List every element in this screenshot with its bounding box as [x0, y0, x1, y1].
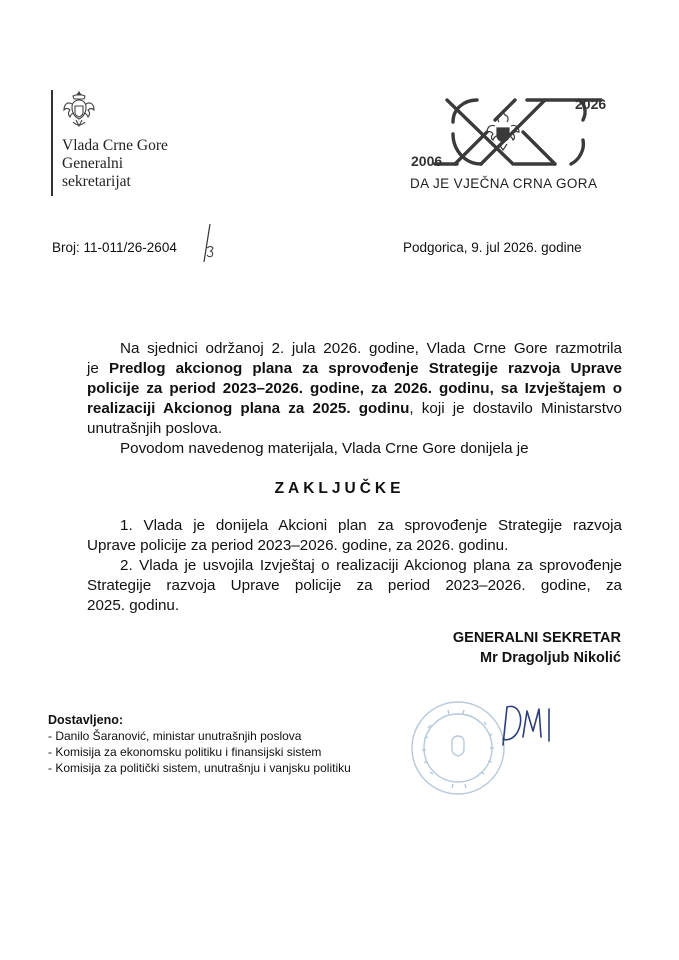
paragraph-line: Povodom navedenog materijala, Vlada Crne Gore donijela je — [120, 440, 529, 457]
reference-number: Broj: 11-011/26-2604 — [52, 240, 177, 255]
conclusion-2-line: Strategije razvoja Uprave policije za period 2023–2026. godine, za — [87, 577, 622, 594]
institution-unit-line1: Generalni — [62, 155, 124, 172]
paragraph-line: unutrašnjih poslova. — [87, 420, 223, 437]
conclusion-1-line: 1. Vlada je donijela Akcioni plan za sprovođenje Strategije razvoja — [120, 517, 622, 534]
place-and-date: Podgorica, 9. jul 2026. godine — [403, 240, 582, 255]
conclusions-list — [87, 516, 622, 616]
logo-year-end: 2026 — [575, 96, 607, 112]
paragraph-line — [87, 399, 622, 419]
paragraph-text: , koji je dostavilo Ministarstvo — [409, 400, 622, 417]
signatory-name: Mr Dragoljub Nikolić — [480, 650, 621, 666]
conclusion-2-line: 2. Vlada je usvojila Izvještaj o realizaciji Akcionog plana za sprovođenje — [120, 557, 622, 574]
conclusion-2-line: 2025. godinu. — [87, 597, 180, 614]
handwritten-signature — [493, 697, 563, 753]
material-title-bold: policije za period 2023–2026. godine, za 2026. godinu, sa Izvještajem o — [87, 380, 622, 397]
distribution-item: - Komisija za politički sistem, unutrašnju i vanjsku politiku — [48, 761, 351, 775]
distribution-title: Dostavljeno: — [48, 713, 124, 727]
conclusion-1-line: Uprave policije za period 2023–2026. godine, za 2026. godinu. — [87, 537, 509, 554]
institution-name: Vlada Crne Gore — [62, 137, 168, 154]
material-title-bold: Predlog akcionog plana za sprovođenje Strategije razvoja Uprave — [108, 360, 622, 377]
decision-paragraph — [87, 339, 622, 459]
paragraph-line — [87, 359, 622, 379]
handwritten-number-suffix — [196, 222, 218, 264]
distribution-item: - Danilo Šaranović, ministar unutrašnjih poslova — [48, 729, 302, 743]
slogan: DA JE VJEČNA CRNA GORA — [410, 176, 598, 191]
institution-unit-line2: sekretarijat — [62, 173, 131, 190]
paragraph-line: Na sjednici održanoj 2. jula 2026. godine, Vlada Crne Gore razmotrila — [120, 340, 622, 357]
coat-of-arms-icon — [62, 90, 96, 130]
logo-year-start: 2006 — [411, 153, 443, 169]
signatory-title: GENERALNI SEKRETAR — [452, 630, 621, 646]
material-title-bold: realizaciji Akcionog plana za 2025. godinu — [87, 400, 410, 417]
distribution-item: - Komisija za ekonomsku politiku i finansijski sistem — [48, 745, 322, 759]
header-divider — [51, 90, 53, 196]
conclusions-heading: ZAKLJUČKE — [274, 480, 405, 497]
paragraph-line — [87, 379, 622, 399]
paragraph-text: je — [87, 360, 109, 377]
